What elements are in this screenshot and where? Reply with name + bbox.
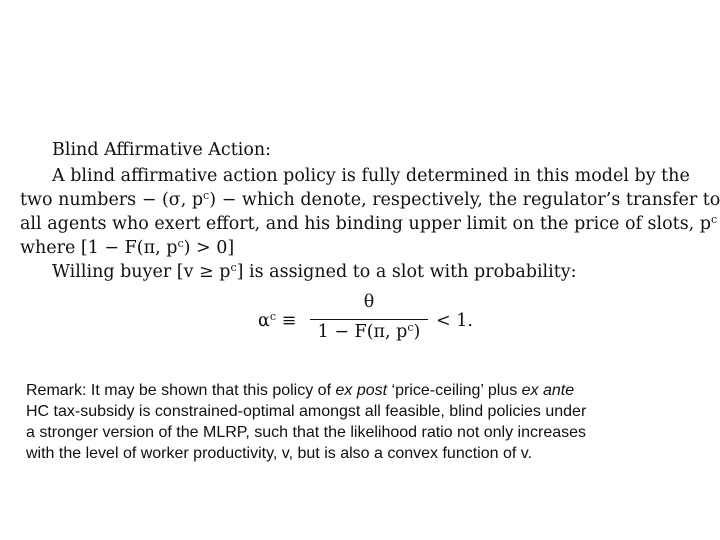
remark-line-3: a stronger version of the MLRP, such that the likelihood ratio not only increases (26, 424, 587, 441)
remark-line-2: HC tax-subsidy is constrained-optimal amongst all feasible, blind policies under (26, 403, 587, 420)
body-line-5-a: Willing buyer [v ≥ p (52, 262, 231, 282)
denominator-b: ) (413, 322, 421, 342)
equiv-symbol: ≡ (276, 311, 297, 331)
remark-line-1-b: ‘price-ceiling’ plus (387, 382, 522, 399)
remark-line-1-a: Remark: It may be shown that this policy of (26, 382, 336, 399)
superscript: c (230, 261, 237, 274)
body-line-2 (20, 188, 720, 212)
body-line-4-b: ) > 0] (183, 238, 235, 258)
remark-line-4: with the level of worker productivity, v, but is also a convex function of v. (26, 445, 533, 462)
superscript: c (407, 321, 414, 334)
equation-rhs: < 1. (436, 311, 473, 331)
remark-italic-ex-post: ex post (335, 382, 388, 399)
alpha-symbol: α (258, 311, 270, 331)
superscript: c (269, 310, 276, 323)
fraction-bar (310, 319, 428, 320)
body-line-1 (52, 164, 690, 188)
equation-lhs (258, 311, 296, 331)
equation-fraction (310, 292, 428, 342)
body-line-5 (52, 260, 577, 284)
fraction-denominator (310, 322, 428, 342)
body-line-2-a: two numbers − (σ, p (20, 190, 204, 210)
superscript: c (177, 237, 184, 250)
remark-italic-ex-ante: ex ante (521, 382, 575, 399)
superscript: c (711, 213, 718, 226)
fraction-numerator: θ (363, 292, 375, 312)
superscript: c (203, 189, 210, 202)
denominator-a: 1 − F(π, p (317, 322, 408, 342)
body-line-4-a: where [1 − F(π, p (20, 238, 178, 258)
body-line-2-b: ) − which denote, respectively, the regulator’s transfer to (209, 190, 720, 210)
body-line-1-text: A blind affirmative action policy is fully determined in this model by the (52, 166, 690, 186)
section-heading: Blind Affirmative Action: (52, 140, 272, 160)
body-line-4 (20, 236, 234, 260)
body-line-5-b: ] is assigned to a slot with probability: (236, 262, 577, 282)
remark-line-1 (26, 380, 706, 401)
remark-paragraph (26, 380, 706, 464)
body-line-3 (20, 212, 717, 236)
body-line-3-a: all agents who exert effort, and his binding upper limit on the price of slots, p (20, 214, 712, 234)
